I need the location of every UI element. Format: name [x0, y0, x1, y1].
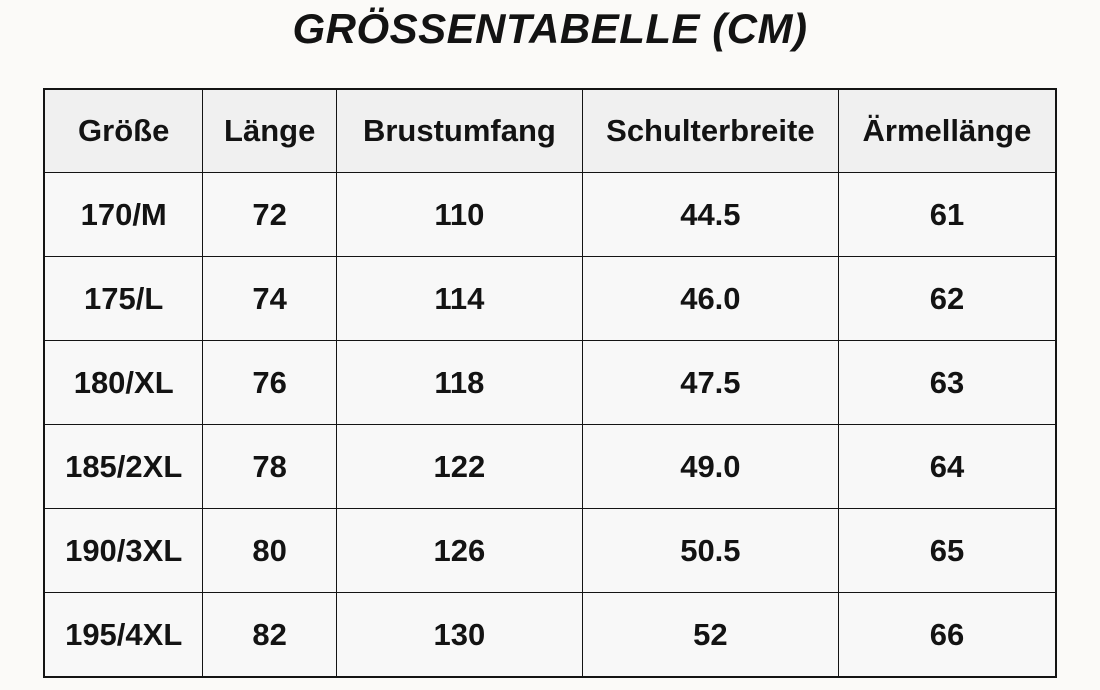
value-cell: 74: [203, 257, 337, 341]
size-cell: 180/XL: [44, 341, 203, 425]
value-cell: 114: [336, 257, 582, 341]
size-cell: 185/2XL: [44, 425, 203, 509]
value-cell: 63: [838, 341, 1056, 425]
column-header-groesse: Größe: [44, 89, 203, 173]
value-cell: 118: [336, 341, 582, 425]
table-row: [44, 257, 1056, 341]
table-row: [44, 341, 1056, 425]
value-cell: 126: [336, 509, 582, 593]
column-header-schulterbreite: Schulterbreite: [582, 89, 838, 173]
value-cell: 76: [203, 341, 337, 425]
value-cell: 52: [582, 593, 838, 678]
size-cell: 175/L: [44, 257, 203, 341]
value-cell: 44.5: [582, 173, 838, 257]
size-chart-table: [43, 88, 1057, 678]
value-cell: 66: [838, 593, 1056, 678]
value-cell: 130: [336, 593, 582, 678]
table-row: [44, 173, 1056, 257]
value-cell: 80: [203, 509, 337, 593]
size-cell: 195/4XL: [44, 593, 203, 678]
column-header-aermellaenge: Ärmellänge: [838, 89, 1056, 173]
value-cell: 72: [203, 173, 337, 257]
value-cell: 50.5: [582, 509, 838, 593]
header-row: [44, 89, 1056, 173]
value-cell: 78: [203, 425, 337, 509]
size-cell: 170/M: [44, 173, 203, 257]
value-cell: 61: [838, 173, 1056, 257]
page-title: GRÖSSENTABELLE (CM): [292, 5, 808, 52]
value-cell: 62: [838, 257, 1056, 341]
value-cell: 46.0: [582, 257, 838, 341]
value-cell: 110: [336, 173, 582, 257]
column-header-brustumfang: Brustumfang: [336, 89, 582, 173]
value-cell: 49.0: [582, 425, 838, 509]
table-row: [44, 509, 1056, 593]
value-cell: 122: [336, 425, 582, 509]
value-cell: 82: [203, 593, 337, 678]
value-cell: 65: [838, 509, 1056, 593]
table-row: [44, 425, 1056, 509]
size-cell: 190/3XL: [44, 509, 203, 593]
table-row: [44, 593, 1056, 678]
value-cell: 47.5: [582, 341, 838, 425]
value-cell: 64: [838, 425, 1056, 509]
column-header-laenge: Länge: [203, 89, 337, 173]
